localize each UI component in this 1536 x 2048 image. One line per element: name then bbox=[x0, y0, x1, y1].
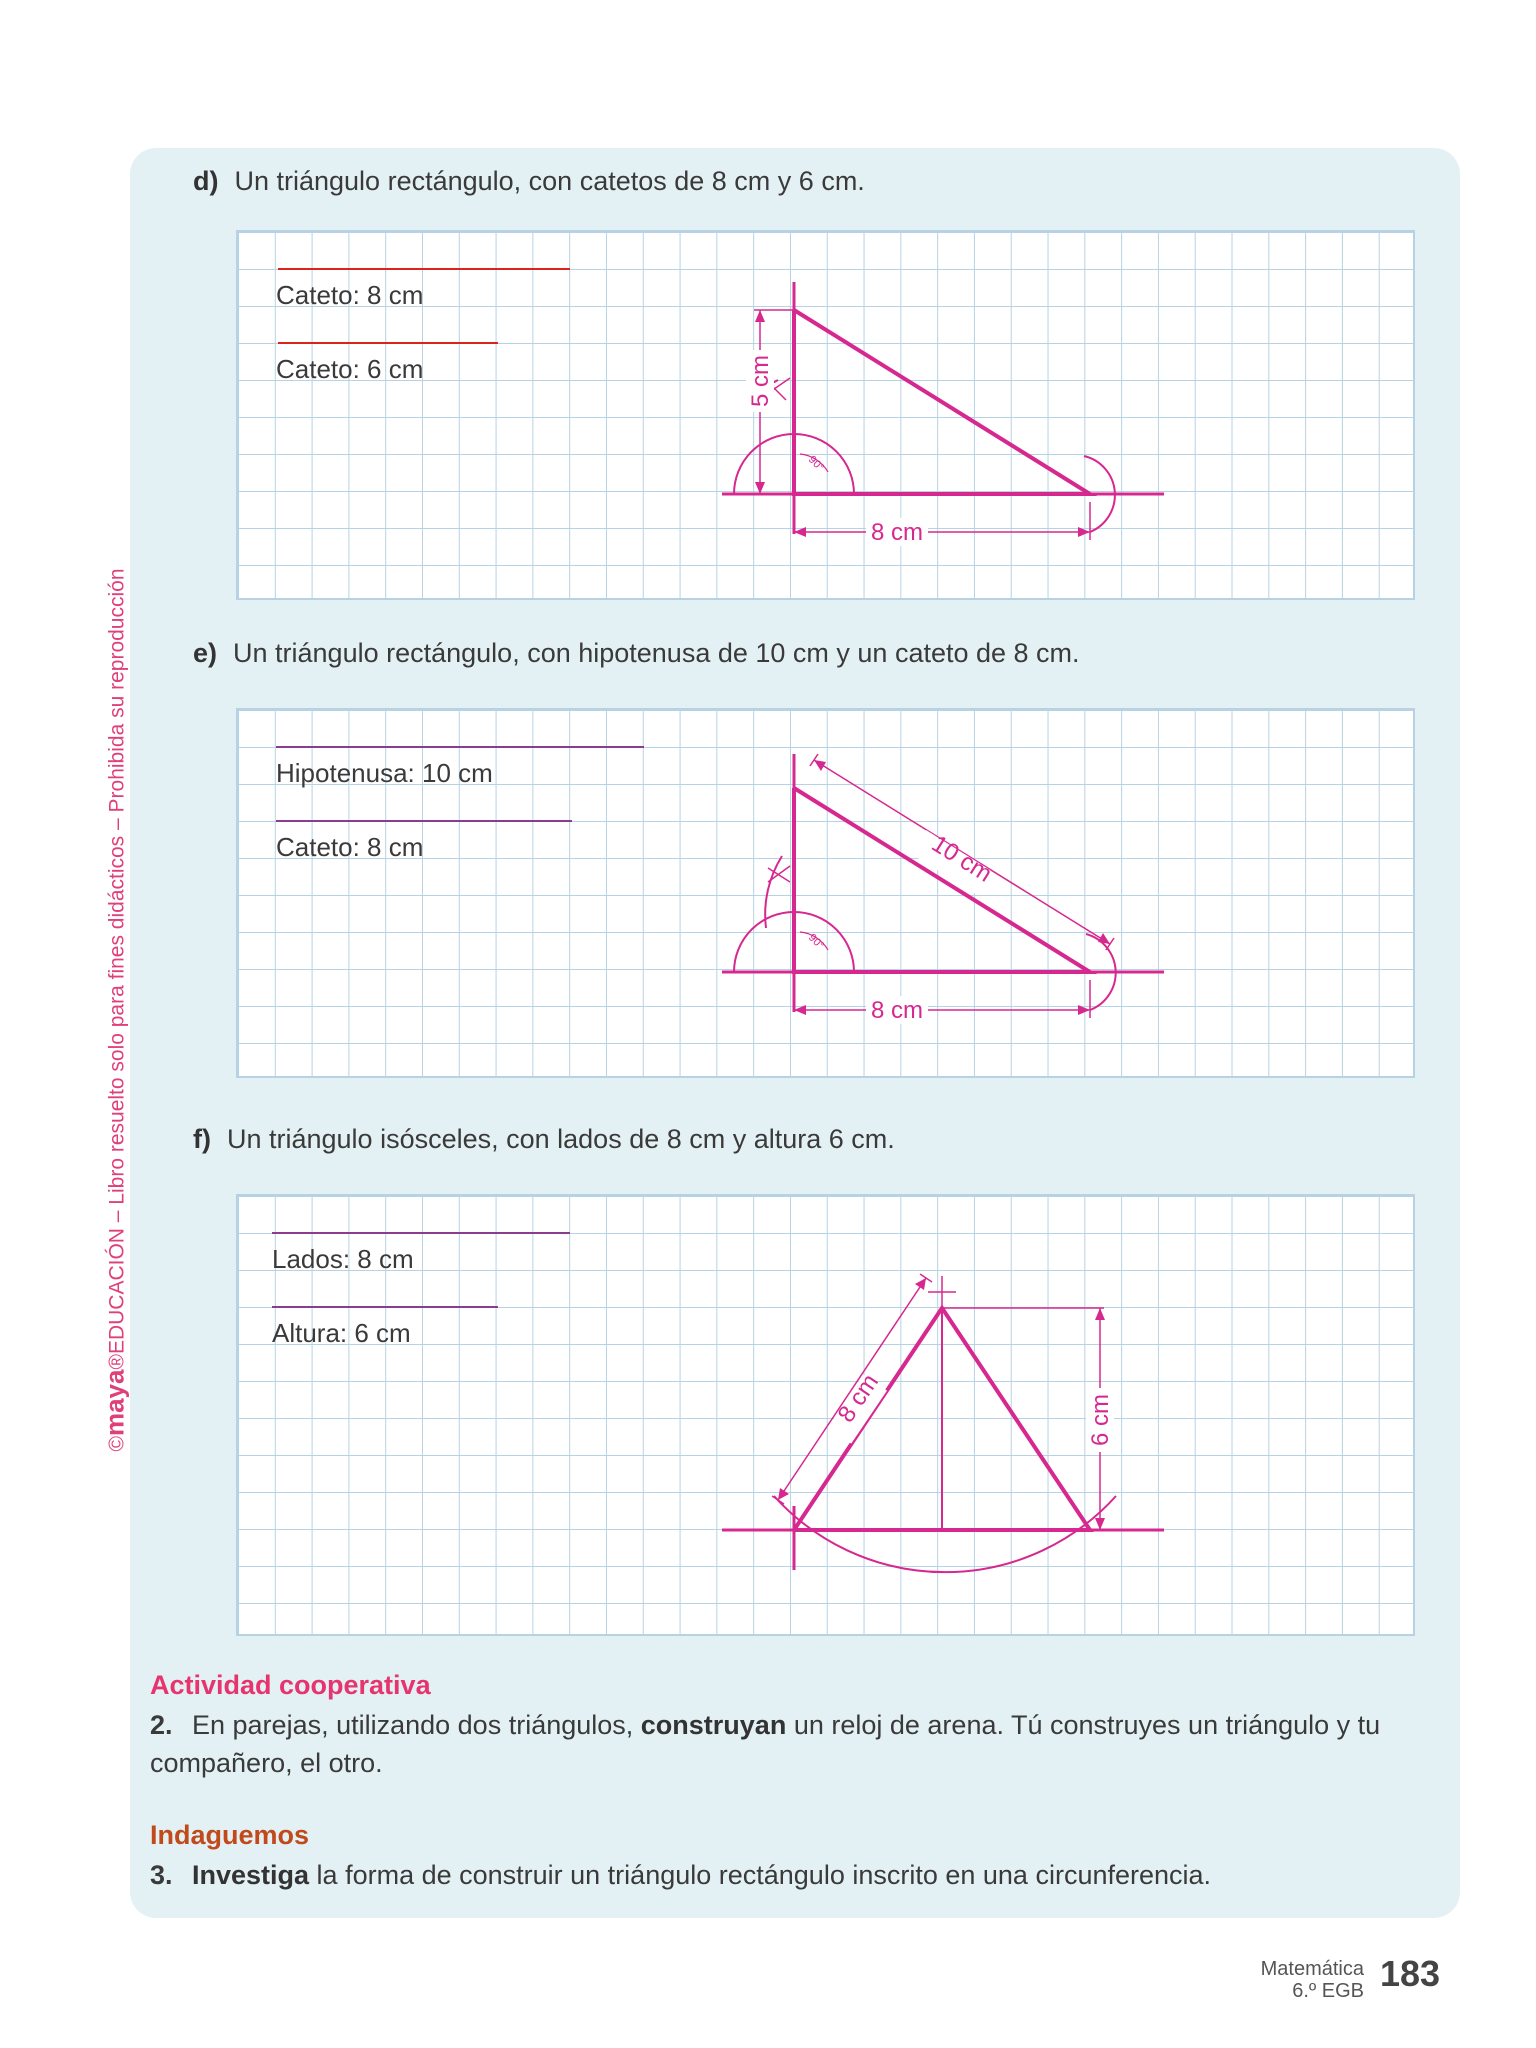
right-triangle-construction-e bbox=[238, 710, 1417, 1080]
exercise-d-grid bbox=[236, 230, 1415, 600]
isosceles-triangle-construction-f bbox=[238, 1196, 1417, 1638]
label-90: 90° bbox=[805, 453, 827, 474]
label-8cm: 8 cm bbox=[832, 1369, 885, 1428]
right-triangle-construction-d bbox=[238, 232, 1417, 602]
exercise-d-prompt: d) Un triángulo rectángulo, con catetos de 8 cm y 6 cm. bbox=[193, 166, 865, 196]
brand-logo: maya bbox=[99, 1369, 130, 1437]
answer-cateto: Cateto: 8 cm bbox=[276, 832, 424, 862]
footer-subject: Matemática 6.º EGB bbox=[1260, 1958, 1364, 2002]
label-5cm: 5 cm bbox=[747, 354, 774, 408]
cooperative-title: Actividad cooperativa bbox=[150, 1670, 431, 1700]
exercise-e-grid bbox=[236, 708, 1415, 1078]
label-6cm: 6 cm bbox=[1087, 1393, 1114, 1447]
label-90: 90° bbox=[805, 931, 827, 952]
copyright-symbol: © bbox=[105, 1436, 129, 1452]
exercise-e-prompt: e) Un triángulo rectángulo, con hipotenusa de 10 cm y un cateto de 8 cm. bbox=[193, 638, 1080, 668]
page-number: 183 bbox=[1380, 1953, 1441, 1994]
cooperative-text: 2. En parejas, utilizando dos triángulos, construyan un reloj de arena. Tú construyes un triángulo y tu compañero, el otro. bbox=[150, 1710, 1381, 1778]
label-8cm: 8 cm bbox=[870, 997, 924, 1024]
research-text: 3. Investiga la forma de construir un triángulo rectángulo inscrito en una circunferencia. bbox=[150, 1860, 1212, 1890]
exercise-f-prompt: f) Un triángulo isósceles, con lados de 8 cm y altura 6 cm. bbox=[193, 1124, 895, 1154]
research-title: Indaguemos bbox=[150, 1820, 310, 1850]
answer-cateto-2: Cateto: 6 cm bbox=[276, 354, 424, 384]
registered-symbol: ® bbox=[105, 1354, 129, 1370]
answer-hipotenusa: Hipotenusa: 10 cm bbox=[276, 758, 493, 788]
answer-altura: Altura: 6 cm bbox=[272, 1318, 411, 1348]
answer-cateto-1: Cateto: 8 cm bbox=[276, 280, 424, 310]
label-8cm: 8 cm bbox=[870, 519, 924, 546]
copyright-text: EDUCACIÓN – Libro resuelto solo para fines didácticos – Prohibida su reproducción bbox=[105, 568, 129, 1355]
label-10cm: 10 cm bbox=[926, 830, 997, 888]
exercise-f-grid bbox=[236, 1194, 1415, 1636]
answer-lados: Lados: 8 cm bbox=[272, 1244, 414, 1274]
